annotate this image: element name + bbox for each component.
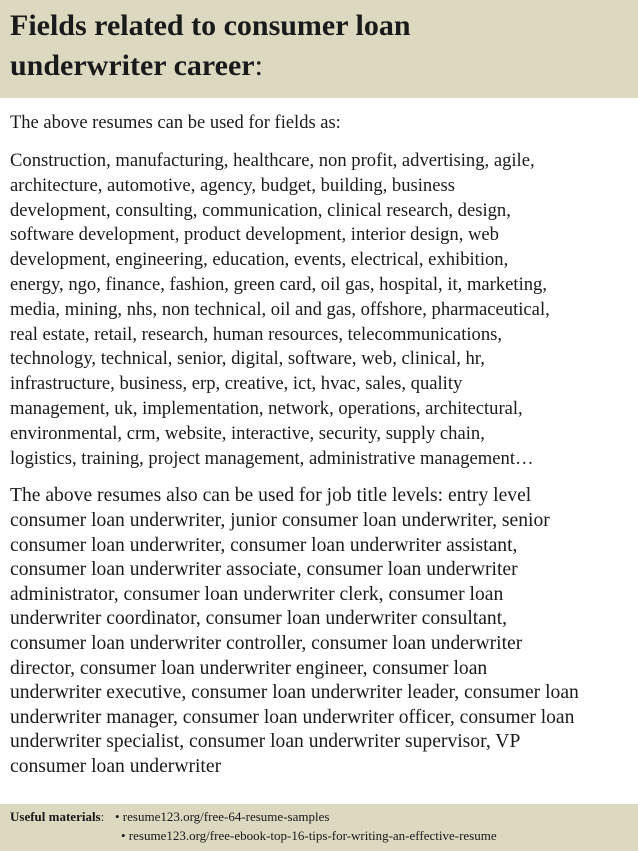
- slide-header: [0, 0, 638, 98]
- fields-line: development, engineering, education, events, electrical, exhibition,: [10, 249, 509, 271]
- title-line-2-text: underwriter career: [10, 49, 255, 82]
- fields-line: development, consulting, communication, clinical research, design,: [10, 199, 511, 221]
- job-levels-paragraph: [10, 484, 636, 779]
- fields-line: logistics, training, project management, administrative management…: [10, 447, 534, 469]
- job-levels-line: underwriter executive, consumer loan underwriter leader, consumer loan: [10, 682, 579, 704]
- job-levels-line: consumer loan underwriter associate, consumer loan underwriter: [10, 559, 518, 581]
- useful-materials-footer: [0, 804, 638, 851]
- fields-line: real estate, retail, research, human resources, telecommunications,: [10, 323, 502, 345]
- footer-label-group: [10, 807, 104, 826]
- fields-line: management, uk, implementation, network, operations, architectural,: [10, 397, 523, 419]
- page-title: [10, 6, 628, 86]
- footer-row-2: [0, 826, 638, 845]
- fields-line: technology, technical, senior, digital, software, web, clinical, hr,: [10, 348, 485, 370]
- fields-line: energy, ngo, finance, fashion, green card, oil gas, hospital, it, marketing,: [10, 273, 547, 295]
- job-levels-line: director, consumer loan underwriter engineer, consumer loan: [10, 657, 488, 679]
- footer-row-1: [0, 807, 638, 826]
- job-levels-line: administrator, consumer loan underwriter clerk, consumer loan: [10, 583, 504, 605]
- job-levels-line: consumer loan underwriter, consumer loan underwriter assistant,: [10, 534, 518, 556]
- fields-line: Construction, manufacturing, healthcare, non profit, advertising, agile,: [10, 150, 535, 171]
- job-levels-line: consumer loan underwriter: [10, 755, 222, 777]
- fields-line: architecture, automotive, agency, budget, building, business: [10, 174, 455, 196]
- fields-line: environmental, crm, website, interactive, security, supply chain,: [10, 422, 485, 444]
- title-line-2: [10, 46, 628, 86]
- job-levels-line: consumer loan underwriter controller, consumer loan underwriter: [10, 632, 523, 654]
- fields-line: media, mining, nhs, non technical, oil and gas, offshore, pharmaceutical,: [10, 298, 550, 320]
- slide-content: [10, 111, 636, 779]
- intro-text: The above resumes can be used for fields as:: [10, 113, 341, 133]
- title-colon: :: [254, 49, 263, 82]
- fields-paragraph: [10, 149, 636, 471]
- footer-link-ebook[interactable]: • resume123.org/free-ebook-top-16-tips-for-writing-an-effective-resume: [121, 828, 497, 843]
- fields-line: software development, product development, interior design, web: [10, 224, 499, 246]
- job-levels-line: underwriter manager, consumer loan underwriter officer, consumer loan: [10, 706, 575, 728]
- job-levels-line: underwriter specialist, consumer loan underwriter supervisor, VP: [10, 731, 521, 753]
- job-levels-line: The above resumes also can be used for job title levels: entry level: [10, 485, 532, 507]
- footer-link-resume-samples[interactable]: • resume123.org/free-64-resume-samples: [115, 809, 330, 824]
- job-levels-line: consumer loan underwriter, junior consumer loan underwriter, senior: [10, 509, 550, 531]
- fields-line: infrastructure, business, erp, creative, ict, hvac, sales, quality: [10, 373, 463, 395]
- footer-label: Useful materials: [10, 809, 101, 824]
- title-line-1: Fields related to consumer loan: [10, 9, 411, 42]
- footer-separator: :: [100, 809, 105, 824]
- job-levels-line: underwriter coordinator, consumer loan underwriter consultant,: [10, 608, 508, 630]
